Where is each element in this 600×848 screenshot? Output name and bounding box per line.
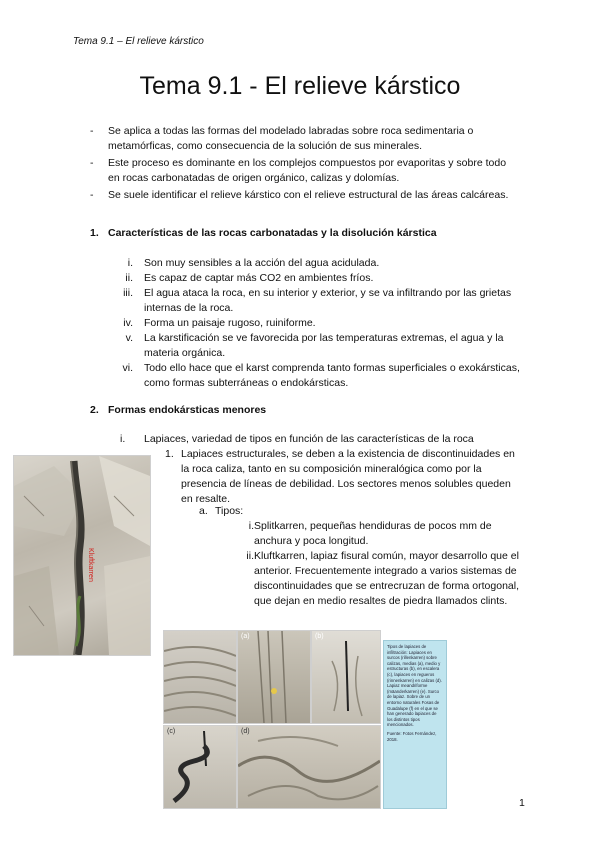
list-item — [111, 271, 531, 286]
list-item — [111, 331, 531, 361]
panel-b-illustration — [312, 631, 380, 723]
roman-numeral: v. — [125, 332, 133, 344]
figure-caption-box — [383, 640, 447, 809]
intro-bullet — [90, 156, 520, 186]
photo-label: Kluftkarren — [87, 548, 94, 582]
intro-bullet-list — [90, 124, 520, 203]
bullet-text: Se aplica a todas las formas del modelado labradas sobre roca sedimentaria o metamórficas, como consecuencia de la solución de sus minerales. — [108, 125, 474, 152]
section-2-item-a-num: a. — [199, 505, 208, 517]
list-item — [111, 361, 531, 391]
section-1-heading: Características de las rocas carbonatadas y la disolución kárstica — [108, 227, 437, 239]
rock-illustration — [14, 456, 150, 655]
roman-numeral: iii. — [123, 287, 133, 299]
lapiaz-photo-d — [237, 725, 381, 809]
bullet-marker: - — [90, 157, 94, 169]
section-2-number: 2. — [90, 404, 99, 416]
panel-label: (c) — [167, 728, 176, 735]
section-2-item-1-num: 1. — [165, 448, 174, 460]
bullet-text: Este proceso es dominante en los complejos compuestos por evaporitas y sobre todo en rocas carbonatadas de origen orgánico, calizas y dolomías. — [108, 157, 507, 184]
list-item-text: La karstificación se ve favorecida por las temperaturas extremas, el agua y la materia orgánica. — [144, 332, 504, 359]
roman-numeral: ii. — [125, 272, 133, 284]
panel-c-illustration — [164, 726, 236, 808]
list-item — [111, 256, 531, 271]
figure-caption-source: Fuente: Fotos Fernández, 2018. — [387, 730, 437, 742]
running-header: Tema 9.1 – El relieve kárstico — [73, 36, 204, 47]
kluftkarren-photo — [13, 455, 151, 656]
roman-numeral: iv. — [123, 317, 133, 329]
panel-a-illustration — [238, 631, 310, 723]
type-text: Splitkarren, pequeñas hendiduras de pocos mm de anchura y poca longitud. — [254, 520, 492, 547]
section-1-list — [111, 256, 531, 391]
page-number: 1 — [519, 797, 525, 809]
lapiaz-photo-c — [163, 725, 237, 809]
list-item-text: Forma un paisaje rugoso, ruiniforme. — [144, 317, 316, 329]
panel-d-illustration — [238, 726, 380, 808]
roman-numeral: i. — [127, 257, 133, 269]
lapiaz-photo-b — [311, 630, 381, 724]
section-1-number: 1. — [90, 227, 99, 239]
panel-label: (b) — [315, 633, 324, 640]
section-2-heading: Formas endokársticas menores — [108, 404, 267, 416]
lapiaz-photo-rillenkarren — [163, 630, 237, 724]
type-numeral: ii. — [246, 550, 254, 562]
list-item-text: El agua ataca la roca, en su interior y exterior, y se va infiltrando por las grietas internas de la roca. — [144, 287, 512, 314]
lapiaz-photo-a — [237, 630, 311, 724]
roman-numeral: vi. — [122, 362, 133, 374]
type-text: Kluftkarren, lapiaz fisural común, mayor desarrollo que el anterior. Frecuentemente integrado a varios sistemas de discontinuidades que se entrecruzan de forma ortogonal, que dejan en medio resaltes de piedra llamados clints. — [254, 550, 520, 607]
list-item-text: Es capaz de captar más CO2 en ambientes fríos. — [144, 272, 374, 284]
section-2-item-a-text: Tipos: — [215, 505, 244, 517]
bullet-marker: - — [90, 189, 94, 201]
list-item — [111, 316, 531, 331]
panel-label: (a) — [241, 633, 250, 640]
bullet-text: Se suele identificar el relieve kárstico con el relieve estructural de las áreas calcáreas. — [108, 189, 509, 201]
section-2-item-i-num: i. — [120, 433, 126, 445]
section-2-item-1-text: Lapiaces estructurales, se deben a la existencia de discontinuidades en la roca caliza, tanto en su composición mineralógica como por la presencia de líneas de debilidad. Los sectores menos solubles queden en resalte. — [181, 448, 515, 505]
list-item-text: Todo ello hace que el karst comprenda tanto formas superficiales o exokársticas, como formas subterráneas o endokársticas. — [144, 362, 520, 389]
figure-caption: Tipos de lapiaces de infiltración: Lapiaces en surcos (rillenkarren) sobre calizas, medias (a), medio y estructuras (b), en escalera (c), lapiaces en regueros (rinnenkarren) en calizas (d). Lapiaz meandriforme (mäanderkarren) (e). Surco de lapiaz. Sobre de un entorno naturales Fosas de Guadalupe (f) en el que se han generado lapiaces de los distintos tipos mencionados. — [387, 644, 442, 728]
type-numeral: i. — [248, 520, 254, 532]
bullet-marker: - — [90, 125, 94, 137]
intro-bullet — [90, 188, 520, 203]
rillenkarren-illustration — [164, 631, 236, 723]
page-title: Tema 9.1 - El relieve kárstico — [139, 72, 461, 100]
panel-label: (d) — [241, 728, 250, 735]
list-item-text: Son muy sensibles a la acción del agua acidulada. — [144, 257, 380, 269]
list-item — [111, 286, 531, 316]
section-2-item-i-text: Lapiaces, variedad de tipos en función de las características de la roca — [144, 433, 474, 445]
intro-bullet — [90, 124, 520, 154]
